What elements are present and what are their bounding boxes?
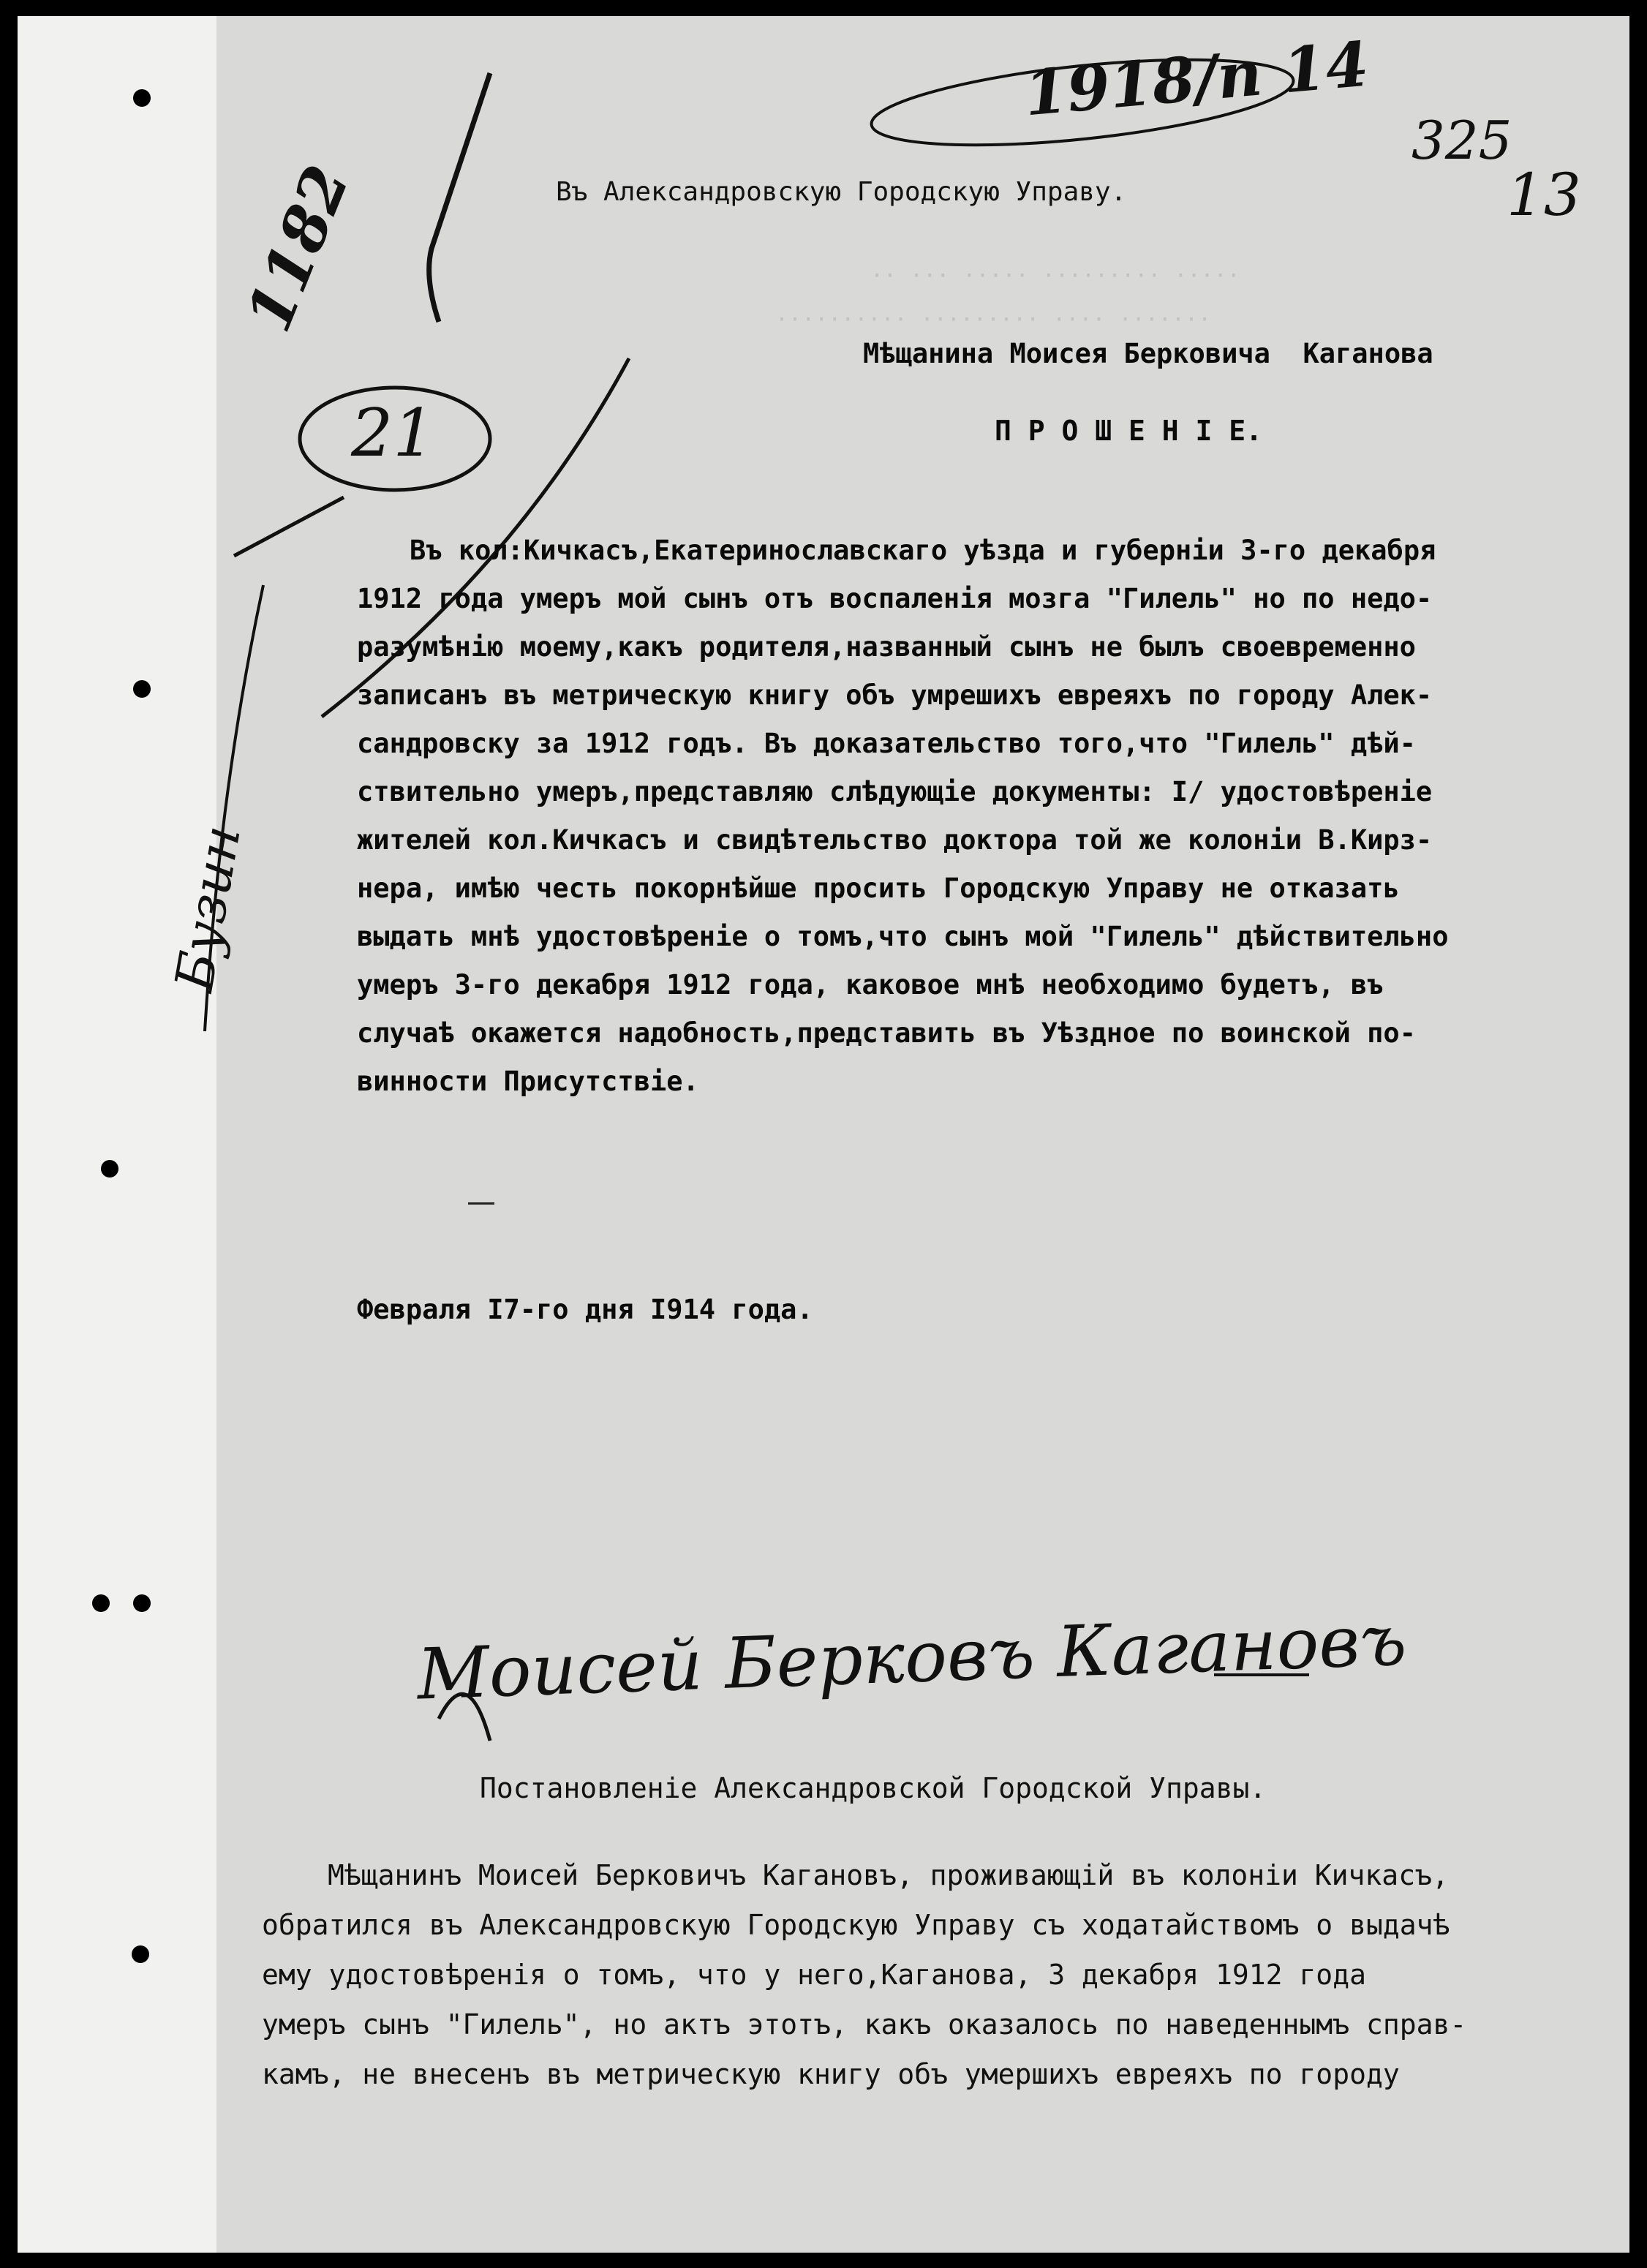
petition-date: Февраля I7-го дня I914 года.: [357, 1294, 813, 1325]
folio-number-secondary: 13: [1507, 161, 1581, 229]
petition-line: разумѣнію моему,какъ родителя,названный сынъ не былъ своевременно: [357, 631, 1416, 663]
resolution-line: обратился въ Александровскую Городскую Управу съ ходатайствомъ о выдачѣ: [262, 1909, 1450, 1941]
archive-top-number: 1918/п 14: [1021, 27, 1372, 130]
petition-line: винности Присутствіе.: [357, 1066, 699, 1097]
resolution-line: умеръ сынъ "Гилель", но актъ этотъ, какъ оказалось по наведеннымъ справ-: [262, 2008, 1467, 2041]
binding-hole: [133, 680, 151, 698]
binding-hole: [101, 1160, 118, 1178]
resolution-line: ему удостовѣренія о томъ, что у него,Каганова, 3 декабря 1912 года: [262, 1959, 1366, 1991]
binding-hole: [133, 1594, 151, 1612]
separator-dash: [468, 1202, 494, 1205]
folio-number: 325: [1412, 110, 1512, 171]
bleed-through-text: ·· ··· ····· ········· ·····: [870, 263, 1240, 289]
petition-line: жителей кол.Кичкасъ и свидѣтельство доктора той же колоніи В.Кирз-: [357, 824, 1433, 856]
resolution-line: Мѣщанинъ Моисей Берковичъ Кагановъ, проживающій въ колоніи Кичкасъ,: [328, 1859, 1449, 1891]
document-heading: П Р О Ш Е Н І Е.: [995, 415, 1263, 447]
petition-line: ствительно умеръ,представляю слѣдующіе документы: I/ удостовѣреніе: [357, 776, 1433, 807]
margin-number: 1182: [232, 155, 363, 342]
margin-signature: Бузин: [162, 821, 253, 996]
petition-line: выдать мнѣ удостовѣреніе о томъ,что сынъ мой "Гилель" дѣйствительно: [357, 921, 1449, 952]
petition-line: записанъ въ метрическую книгу объ умрешихъ евреяхъ по городу Алек-: [357, 679, 1433, 711]
bleed-through-text: ·········· ········· ···· ·······: [775, 307, 1212, 333]
signature-underline: [410, 1631, 1331, 1763]
petition-line: 1912 года умеръ мой сынъ отъ воспаленія мозга "Гилель" но по недо-: [357, 583, 1433, 614]
resolution-line: камъ, не внесенъ въ метрическую книгу объ умершихъ евреяхъ по городу: [262, 2058, 1400, 2090]
petition-line: Въ кол:Кичкасъ,Екатеринославскаго уѣзда и губерніи 3-го декабря: [410, 535, 1436, 566]
binding-hole: [133, 89, 151, 107]
margin-registry-mark: 21: [351, 395, 435, 472]
petitioner-name: Мѣщанина Моисея Берковича Каганова: [863, 338, 1433, 369]
petition-line: умеръ 3-го декабря 1912 года, каковое мнѣ необходимо будетъ, въ: [357, 969, 1384, 1001]
petitioner-signature: Моисей Берковъ Кагановъ: [415, 1599, 1408, 1716]
addressee: Въ Александровскую Городскую Управу.: [556, 177, 1127, 207]
binding-hole: [132, 1945, 149, 1963]
petition-line: нера, имѣю честь покорнѣйше просить Городскую Управу не отказать: [357, 873, 1400, 904]
petition-line: случаѣ окажется надобность,представить въ Уѣздное по воинской по-: [357, 1017, 1416, 1049]
petition-line: сандровску за 1912 годъ. Въ доказательство того,что "Гилель" дѣй-: [357, 728, 1416, 759]
binding-hole: [92, 1594, 110, 1612]
resolution-heading: Постановленіе Александровской Городской Управы.: [480, 1772, 1267, 1804]
